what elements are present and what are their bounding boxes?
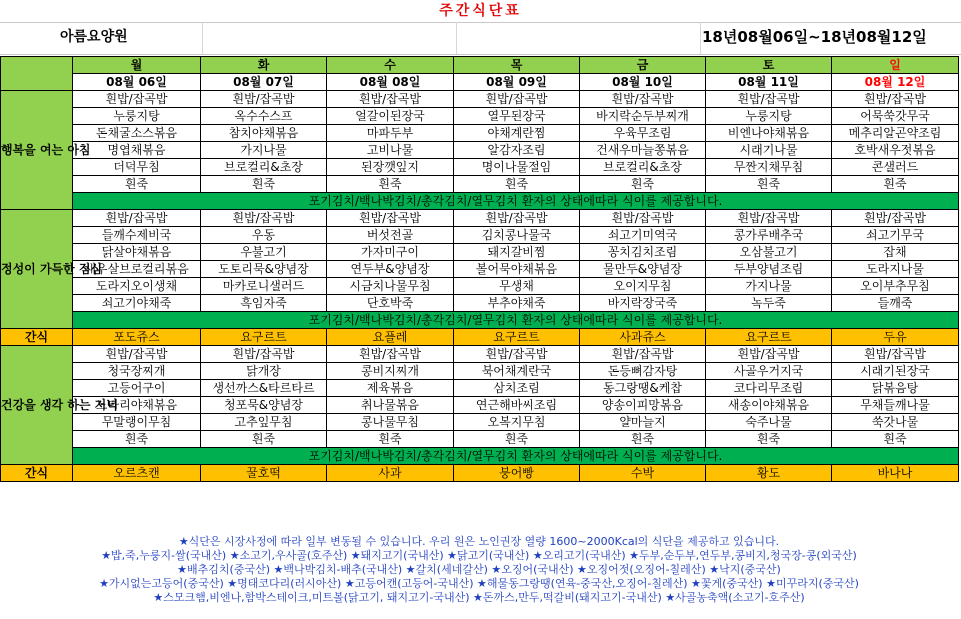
menu-item: 메추리알곤약조림: [832, 125, 959, 142]
weekday-cell: 금: [580, 57, 706, 74]
menu-item: 흰죽: [580, 431, 706, 448]
menu-item: 건새우마늘쫑볶음: [580, 142, 706, 159]
menu-item: 버섯전골: [327, 227, 454, 244]
menu-item: 흰밥/잡곡밥: [201, 210, 327, 227]
note-line: ★밥,죽,누룽지-쌀(국내산) ★소고기,우사골(호주산) ★돼지고기(국내산) ★닭고기(국내산) ★오리고기(국내산) ★두부,순두부,연두부,콩비지,청국장-콩(외국산): [101, 549, 857, 562]
breakfast-row: [1, 91, 959, 108]
menu-item: 쑥갓나물: [832, 414, 959, 431]
snack-item: 붕어빵: [454, 465, 580, 482]
menu-item: 누룽지탕: [73, 108, 201, 125]
menu-item: 연두부&양념장: [327, 261, 454, 278]
menu-item: 오이지무침: [580, 278, 706, 295]
snack-item: 수박: [580, 465, 706, 482]
menu-item: 명엽채볶음: [73, 142, 201, 159]
menu-item: 오복지무침: [454, 414, 580, 431]
menu-item: 북어채계란국: [454, 363, 580, 380]
menu-item: 누룽지탕: [706, 108, 832, 125]
snack-item: 요구르트: [201, 329, 327, 346]
menu-item: 흰밥/잡곡밥: [706, 210, 832, 227]
kimchi-note: 포기김치/백나박김치/총각김치/열무김치 환자의 상태에따라 식이를 제공합니다.: [73, 448, 959, 465]
kimchi-row: [1, 312, 959, 329]
menu-item: 청포묵&양념장: [201, 397, 327, 414]
menu-item: 흰밥/잡곡밥: [832, 91, 959, 108]
menu-item: 고추잎무침: [201, 414, 327, 431]
snack-item: 바나나: [832, 465, 959, 482]
snack-item: 오르츠캔: [73, 465, 201, 482]
dinner-row: [1, 363, 959, 380]
menu-item: 비엔나야채볶음: [706, 125, 832, 142]
menu-item: 흰밥/잡곡밥: [580, 91, 706, 108]
menu-item: 녹두죽: [706, 295, 832, 312]
menu-item: 흰밥/잡곡밥: [454, 210, 580, 227]
weekday-row: [1, 57, 959, 74]
menu-item: 닭볶음탕: [832, 380, 959, 397]
breakfast-row: [1, 159, 959, 176]
menu-item: 청국장찌개: [73, 363, 201, 380]
menu-item: 도토리묵&양념장: [201, 261, 327, 278]
menu-item: 흰죽: [201, 176, 327, 193]
snack-item: 요구르트: [706, 329, 832, 346]
menu-item: 흰밥/잡곡밥: [706, 91, 832, 108]
menu-item: 오이부추무침: [832, 278, 959, 295]
menu-item: 고등어구이: [73, 380, 201, 397]
menu-item: 취나물볶음: [327, 397, 454, 414]
dinner-row: [1, 380, 959, 397]
menu-item: 흰밥/잡곡밥: [73, 91, 201, 108]
snack-item: 꿀호떡: [201, 465, 327, 482]
kimchi-row: [1, 193, 959, 210]
menu-item: 야채계란찜: [454, 125, 580, 142]
kimchi-note: 포기김치/백나박김치/총각김치/열무김치 환자의 상태에따라 식이를 제공합니다.: [73, 193, 959, 210]
menu-item: 마카로니샐러드: [201, 278, 327, 295]
menu-item: 옥수수스프: [201, 108, 327, 125]
menu-item: 흰밥/잡곡밥: [454, 346, 580, 363]
header-divider: [202, 22, 203, 54]
menu-item: 무말랭이무침: [73, 414, 201, 431]
date-cell: 08월 12일: [832, 74, 959, 91]
breakfast-row: [1, 125, 959, 142]
menu-item: 코다리무조림: [706, 380, 832, 397]
date-cell: 08월 06일: [73, 74, 201, 91]
menu-item: 콩비지찌개: [327, 363, 454, 380]
lunch-row: [1, 210, 959, 227]
weekday-cell: 목: [454, 57, 580, 74]
menu-item: 바지락순두부찌개: [580, 108, 706, 125]
dinner-row: [1, 346, 959, 363]
menu-item: 잡채: [832, 244, 959, 261]
menu-item: 흰죽: [706, 176, 832, 193]
snack-row: [1, 329, 959, 346]
menu-item: 물만두&양념장: [580, 261, 706, 278]
menu-item: 단호박죽: [327, 295, 454, 312]
kimchi-note: 포기김치/백나박김치/총각김치/열무김치 환자의 상태에따라 식이를 제공합니다.: [73, 312, 959, 329]
dinner-row: [1, 431, 959, 448]
menu-item: 생선까스&타르타르: [201, 380, 327, 397]
menu-item: 돼지갈비찜: [454, 244, 580, 261]
snack-item: 두유: [832, 329, 959, 346]
breakfast-row: [1, 108, 959, 125]
menu-item: 시래기나물: [706, 142, 832, 159]
date-cell: 08월 11일: [706, 74, 832, 91]
dinner-label: 건강을 생각 하는 저녁: [1, 346, 73, 465]
menu-item: 부추야채죽: [454, 295, 580, 312]
weekday-cell: 토: [706, 57, 832, 74]
menu-item: 흰밥/잡곡밥: [327, 210, 454, 227]
menu-item: 숙주나물: [706, 414, 832, 431]
menu-item: 흰밥/잡곡밥: [832, 346, 959, 363]
snack-item: 황도: [706, 465, 832, 482]
menu-item: 콩나물무침: [327, 414, 454, 431]
menu-item: 동그랑땡&케찹: [580, 380, 706, 397]
breakfast-row: [1, 176, 959, 193]
menu-item: 브로컬리&초장: [580, 159, 706, 176]
lunch-row: [1, 244, 959, 261]
header-divider: [456, 22, 457, 54]
snack-item: 사과쥬스: [580, 329, 706, 346]
menu-item: 흰밥/잡곡밥: [832, 210, 959, 227]
menu-item: 흰밥/잡곡밥: [73, 210, 201, 227]
menu-item: 호박새우젓볶음: [832, 142, 959, 159]
menu-item: 콩가루배추국: [706, 227, 832, 244]
menu-item: 우육무조림: [580, 125, 706, 142]
menu-item: 얄마늘지: [580, 414, 706, 431]
menu-item: 도라지나물: [832, 261, 959, 278]
menu-item: 브로컬리&초장: [201, 159, 327, 176]
menu-item: 흰죽: [454, 176, 580, 193]
menu-item: 열무된장국: [454, 108, 580, 125]
snack-row: [1, 465, 959, 482]
date-row: [1, 74, 959, 91]
date-cell: 08월 08일: [327, 74, 454, 91]
weekday-cell: 월: [73, 57, 201, 74]
dinner-row: [1, 397, 959, 414]
note-line: ★식단은 시장사정에 따라 일부 변동될 수 있습니다. 우리 원은 노인권장 열량 1600~2000Kcal의 식단을 제공하고 있습니다.: [178, 535, 780, 548]
menu-item: 가지나물: [706, 278, 832, 295]
menu-item: 김치콩나물국: [454, 227, 580, 244]
menu-item: 우동: [201, 227, 327, 244]
date-cell: 08월 09일: [454, 74, 580, 91]
menu-item: 새송이야채볶음: [706, 397, 832, 414]
menu-item: 흰죽: [327, 176, 454, 193]
snack-item: 사과: [327, 465, 454, 482]
weekday-cell: 수: [327, 57, 454, 74]
menu-item: 흰죽: [580, 176, 706, 193]
menu-item: 쇠고기무국: [832, 227, 959, 244]
menu-item: 오삼불고기: [706, 244, 832, 261]
menu-item: 돈등뼈감자탕: [580, 363, 706, 380]
menu-item: 얼갈이된장국: [327, 108, 454, 125]
menu-item: 콘샐러드: [832, 159, 959, 176]
page-title: 주간식단표: [439, 3, 522, 19]
dinner-row: [1, 414, 959, 431]
menu-item: 느타리야채볶음: [73, 397, 201, 414]
menu-item: 알감자조림: [454, 142, 580, 159]
menu-item: 흰죽: [454, 431, 580, 448]
menu-item: 흰밥/잡곡밥: [580, 346, 706, 363]
note-line: ★스모크햄,비엔나,함박스테이크,미트볼(닭고기, 돼지고기-국내산) ★돈까스,만두,떡갈비(돼지고기-국내산) ★사골농축액(소고기-호주산): [153, 591, 805, 604]
menu-item: 시금치나물무침: [327, 278, 454, 295]
menu-item: 바지락장국죽: [580, 295, 706, 312]
snack-label: 간식: [1, 465, 73, 482]
snack-item: 요구르트: [454, 329, 580, 346]
menu-item: 흰죽: [201, 431, 327, 448]
menu-item: 제육볶음: [327, 380, 454, 397]
lunch-row: [1, 278, 959, 295]
weekly-menu-table: [0, 56, 959, 482]
note-line: ★배추김치(중국산) ★백나박김치-배추(국내산) ★갈치(세네갈산) ★오징어(국내산) ★오징어젓(오징어-칠레산) ★낙지(중국산): [177, 563, 781, 576]
menu-item: 볼어묵야채볶음: [454, 261, 580, 278]
menu-item: 무짠지채무침: [706, 159, 832, 176]
menu-item: 무생채: [454, 278, 580, 295]
lunch-label: 정성이 가득한 점심: [1, 210, 73, 329]
menu-item: 흰죽: [832, 176, 959, 193]
menu-item: 흰죽: [73, 176, 201, 193]
menu-item: 흰밥/잡곡밥: [201, 346, 327, 363]
note-line: ★가시없는고등어(중국산) ★명태코다리(러시아산) ★고등어캔(고등어-국내산) ★해물동그랑땡(연육-중국산,오징어-칠레산) ★꽃게(중국산) ★미꾸라지(중국산): [99, 577, 859, 590]
snack-item: 요플레: [327, 329, 454, 346]
kimchi-row: [1, 448, 959, 465]
weekday-cell: 일: [832, 57, 959, 74]
menu-item: 쇠고기야채죽: [73, 295, 201, 312]
menu-item: 흰죽: [832, 431, 959, 448]
menu-item: 흰죽: [327, 431, 454, 448]
menu-item: 양송이피망볶음: [580, 397, 706, 414]
menu-item: 가지나물: [201, 142, 327, 159]
menu-item: 흰밥/잡곡밥: [73, 346, 201, 363]
menu-item: 삼치조림: [454, 380, 580, 397]
menu-item: 흰밥/잡곡밥: [201, 91, 327, 108]
menu-item: 흰밥/잡곡밥: [580, 210, 706, 227]
menu-item: 닭개장: [201, 363, 327, 380]
date-range: 18년08월06일~18년08월12일: [702, 28, 927, 46]
notes-section: [0, 535, 958, 617]
menu-item: 흰밥/잡곡밥: [706, 346, 832, 363]
menu-item: 흰밥/잡곡밥: [327, 91, 454, 108]
menu-item: 쇠고기미역국: [580, 227, 706, 244]
snack-label: 간식: [1, 329, 73, 346]
menu-item: 사골우거지국: [706, 363, 832, 380]
menu-item: 연근해바씨조림: [454, 397, 580, 414]
breakfast-row: [1, 142, 959, 159]
lunch-row: [1, 295, 959, 312]
menu-item: 된장깻잎지: [327, 159, 454, 176]
menu-item: 닭살야채볶음: [73, 244, 201, 261]
menu-item: 들깨수제비국: [73, 227, 201, 244]
lunch-row: [1, 261, 959, 278]
corner-cell: [1, 57, 73, 91]
snack-item: 포도쥬스: [73, 329, 201, 346]
menu-item: 마파두부: [327, 125, 454, 142]
menu-item: 새우살브로컬리볶음: [73, 261, 201, 278]
menu-item: 무채들깨나물: [832, 397, 959, 414]
menu-item: 돈채굴소스볶음: [73, 125, 201, 142]
institution-name: 아름요양원: [60, 29, 128, 45]
menu-item: 우불고기: [201, 244, 327, 261]
header-divider: [700, 22, 701, 54]
menu-item: 고비나물: [327, 142, 454, 159]
menu-item: 흰죽: [706, 431, 832, 448]
menu-item: 도라지오이생채: [73, 278, 201, 295]
menu-item: 두부양념조림: [706, 261, 832, 278]
menu-item: 시래기된장국: [832, 363, 959, 380]
breakfast-label: 행복을 여는 아침: [1, 91, 73, 210]
menu-item: 꽁치김치조림: [580, 244, 706, 261]
lunch-row: [1, 227, 959, 244]
weekday-cell: 화: [201, 57, 327, 74]
menu-item: 흰죽: [73, 431, 201, 448]
menu-item: 흑임자죽: [201, 295, 327, 312]
menu-item: 들깨죽: [832, 295, 959, 312]
date-cell: 08월 10일: [580, 74, 706, 91]
menu-item: 더덕무침: [73, 159, 201, 176]
menu-item: 참치야채볶음: [201, 125, 327, 142]
menu-item: 가자미구이: [327, 244, 454, 261]
menu-item: 흰밥/잡곡밥: [454, 91, 580, 108]
date-cell: 08월 07일: [201, 74, 327, 91]
menu-item: 명이나물절임: [454, 159, 580, 176]
menu-item: 흰밥/잡곡밥: [327, 346, 454, 363]
menu-item: 어묵쑥갓무국: [832, 108, 959, 125]
